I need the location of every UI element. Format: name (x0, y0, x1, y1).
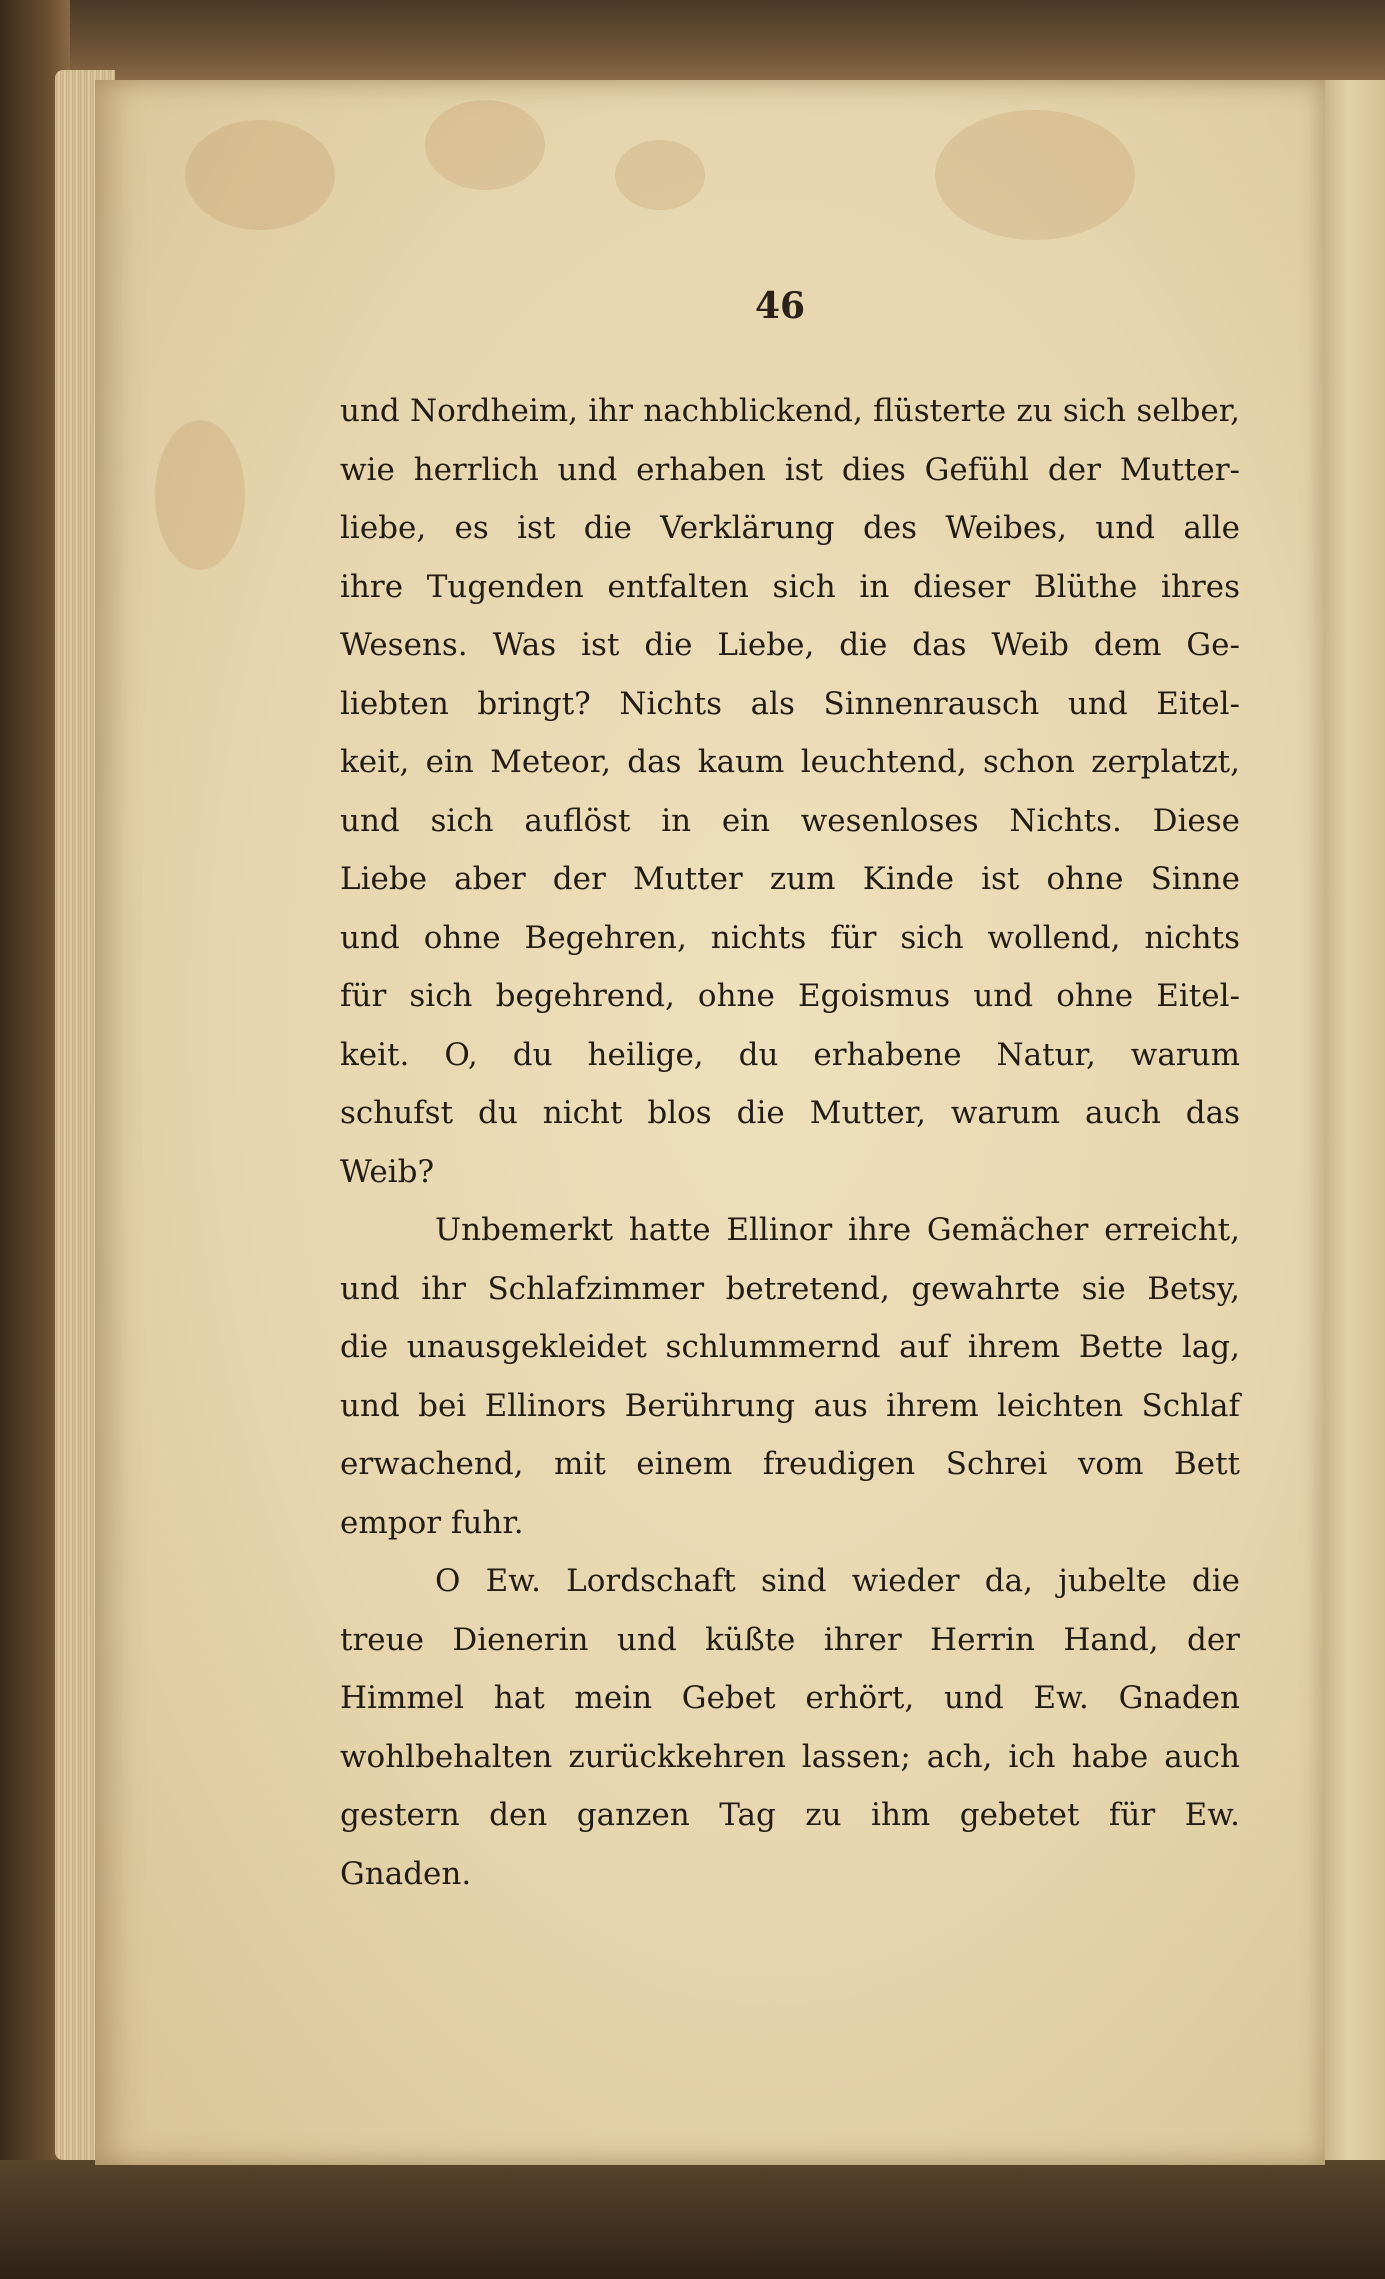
text-line: keit. O, du heilige, du erhabene Natur, warum (340, 1037, 1240, 1073)
text-line: ihre Tugenden entfalten sich in dieser Blüthe ihres (340, 569, 1240, 605)
foxing-stain (425, 100, 545, 190)
text-line: Wesens. Was ist die Liebe, die das Weib dem Ge- (340, 627, 1240, 663)
foxing-stain (185, 120, 335, 230)
text-line: treue Dienerin und küßte ihrer Herrin Hand, der (340, 1622, 1240, 1658)
foxing-stain (155, 420, 245, 570)
text-line: Unbemerkt hatte Ellinor ihre Gemächer erreicht, (435, 1212, 1240, 1248)
text-line: gestern den ganzen Tag zu ihm gebetet für Ew. (340, 1797, 1240, 1833)
book-cover-top (0, 0, 1385, 85)
text-line: empor fuhr. (340, 1505, 524, 1541)
text-line: erwachend, mit einem freudigen Schrei vom Bett (340, 1446, 1240, 1482)
text-line: und sich auflöst in ein wesenloses Nichts. Diese (340, 803, 1240, 839)
text-line: Gnaden. (340, 1856, 472, 1892)
text-line: wie herrlich und erhaben ist dies Gefühl der Mutter- (340, 452, 1240, 488)
page-number: 46 (754, 285, 806, 327)
text-line: die unausgekleidet schlummernd auf ihrem Bette lag, (340, 1329, 1240, 1365)
text-line: und Nordheim, ihr nachblickend, flüsterte zu sich selber, (340, 393, 1240, 429)
text-line: und bei Ellinors Berührung aus ihrem leichten Schlaf (340, 1388, 1240, 1424)
text-line: wohlbehalten zurückkehren lassen; ach, ich habe auch (340, 1739, 1240, 1775)
text-line: Himmel hat mein Gebet erhört, und Ew. Gnaden (340, 1680, 1240, 1716)
text-line: Liebe aber der Mutter zum Kinde ist ohne Sinne (340, 861, 1240, 897)
text-line: liebe, es ist die Verklärung des Weibes, und alle (340, 510, 1240, 546)
facing-page-edge (1325, 80, 1385, 2279)
text-line: und ihr Schlafzimmer betretend, gewahrte sie Betsy, (340, 1271, 1240, 1307)
text-line: Weib? (340, 1154, 435, 1190)
text-line: O Ew. Lordschaft sind wieder da, jubelte die (435, 1563, 1240, 1599)
foxing-stain (935, 110, 1135, 240)
book-cover-bottom (0, 2160, 1385, 2279)
text-line: für sich begehrend, ohne Egoismus und ohne Eitel- (340, 978, 1240, 1014)
text-line: liebten bringt? Nichts als Sinnenrausch und Eitel- (340, 686, 1240, 722)
text-line: schufst du nicht blos die Mutter, warum auch das (340, 1095, 1240, 1131)
text-line: keit, ein Meteor, das kaum leuchtend, schon zerplatzt, (340, 744, 1240, 780)
foxing-stain (615, 140, 705, 210)
text-line: und ohne Begehren, nichts für sich wollend, nichts (340, 920, 1240, 956)
